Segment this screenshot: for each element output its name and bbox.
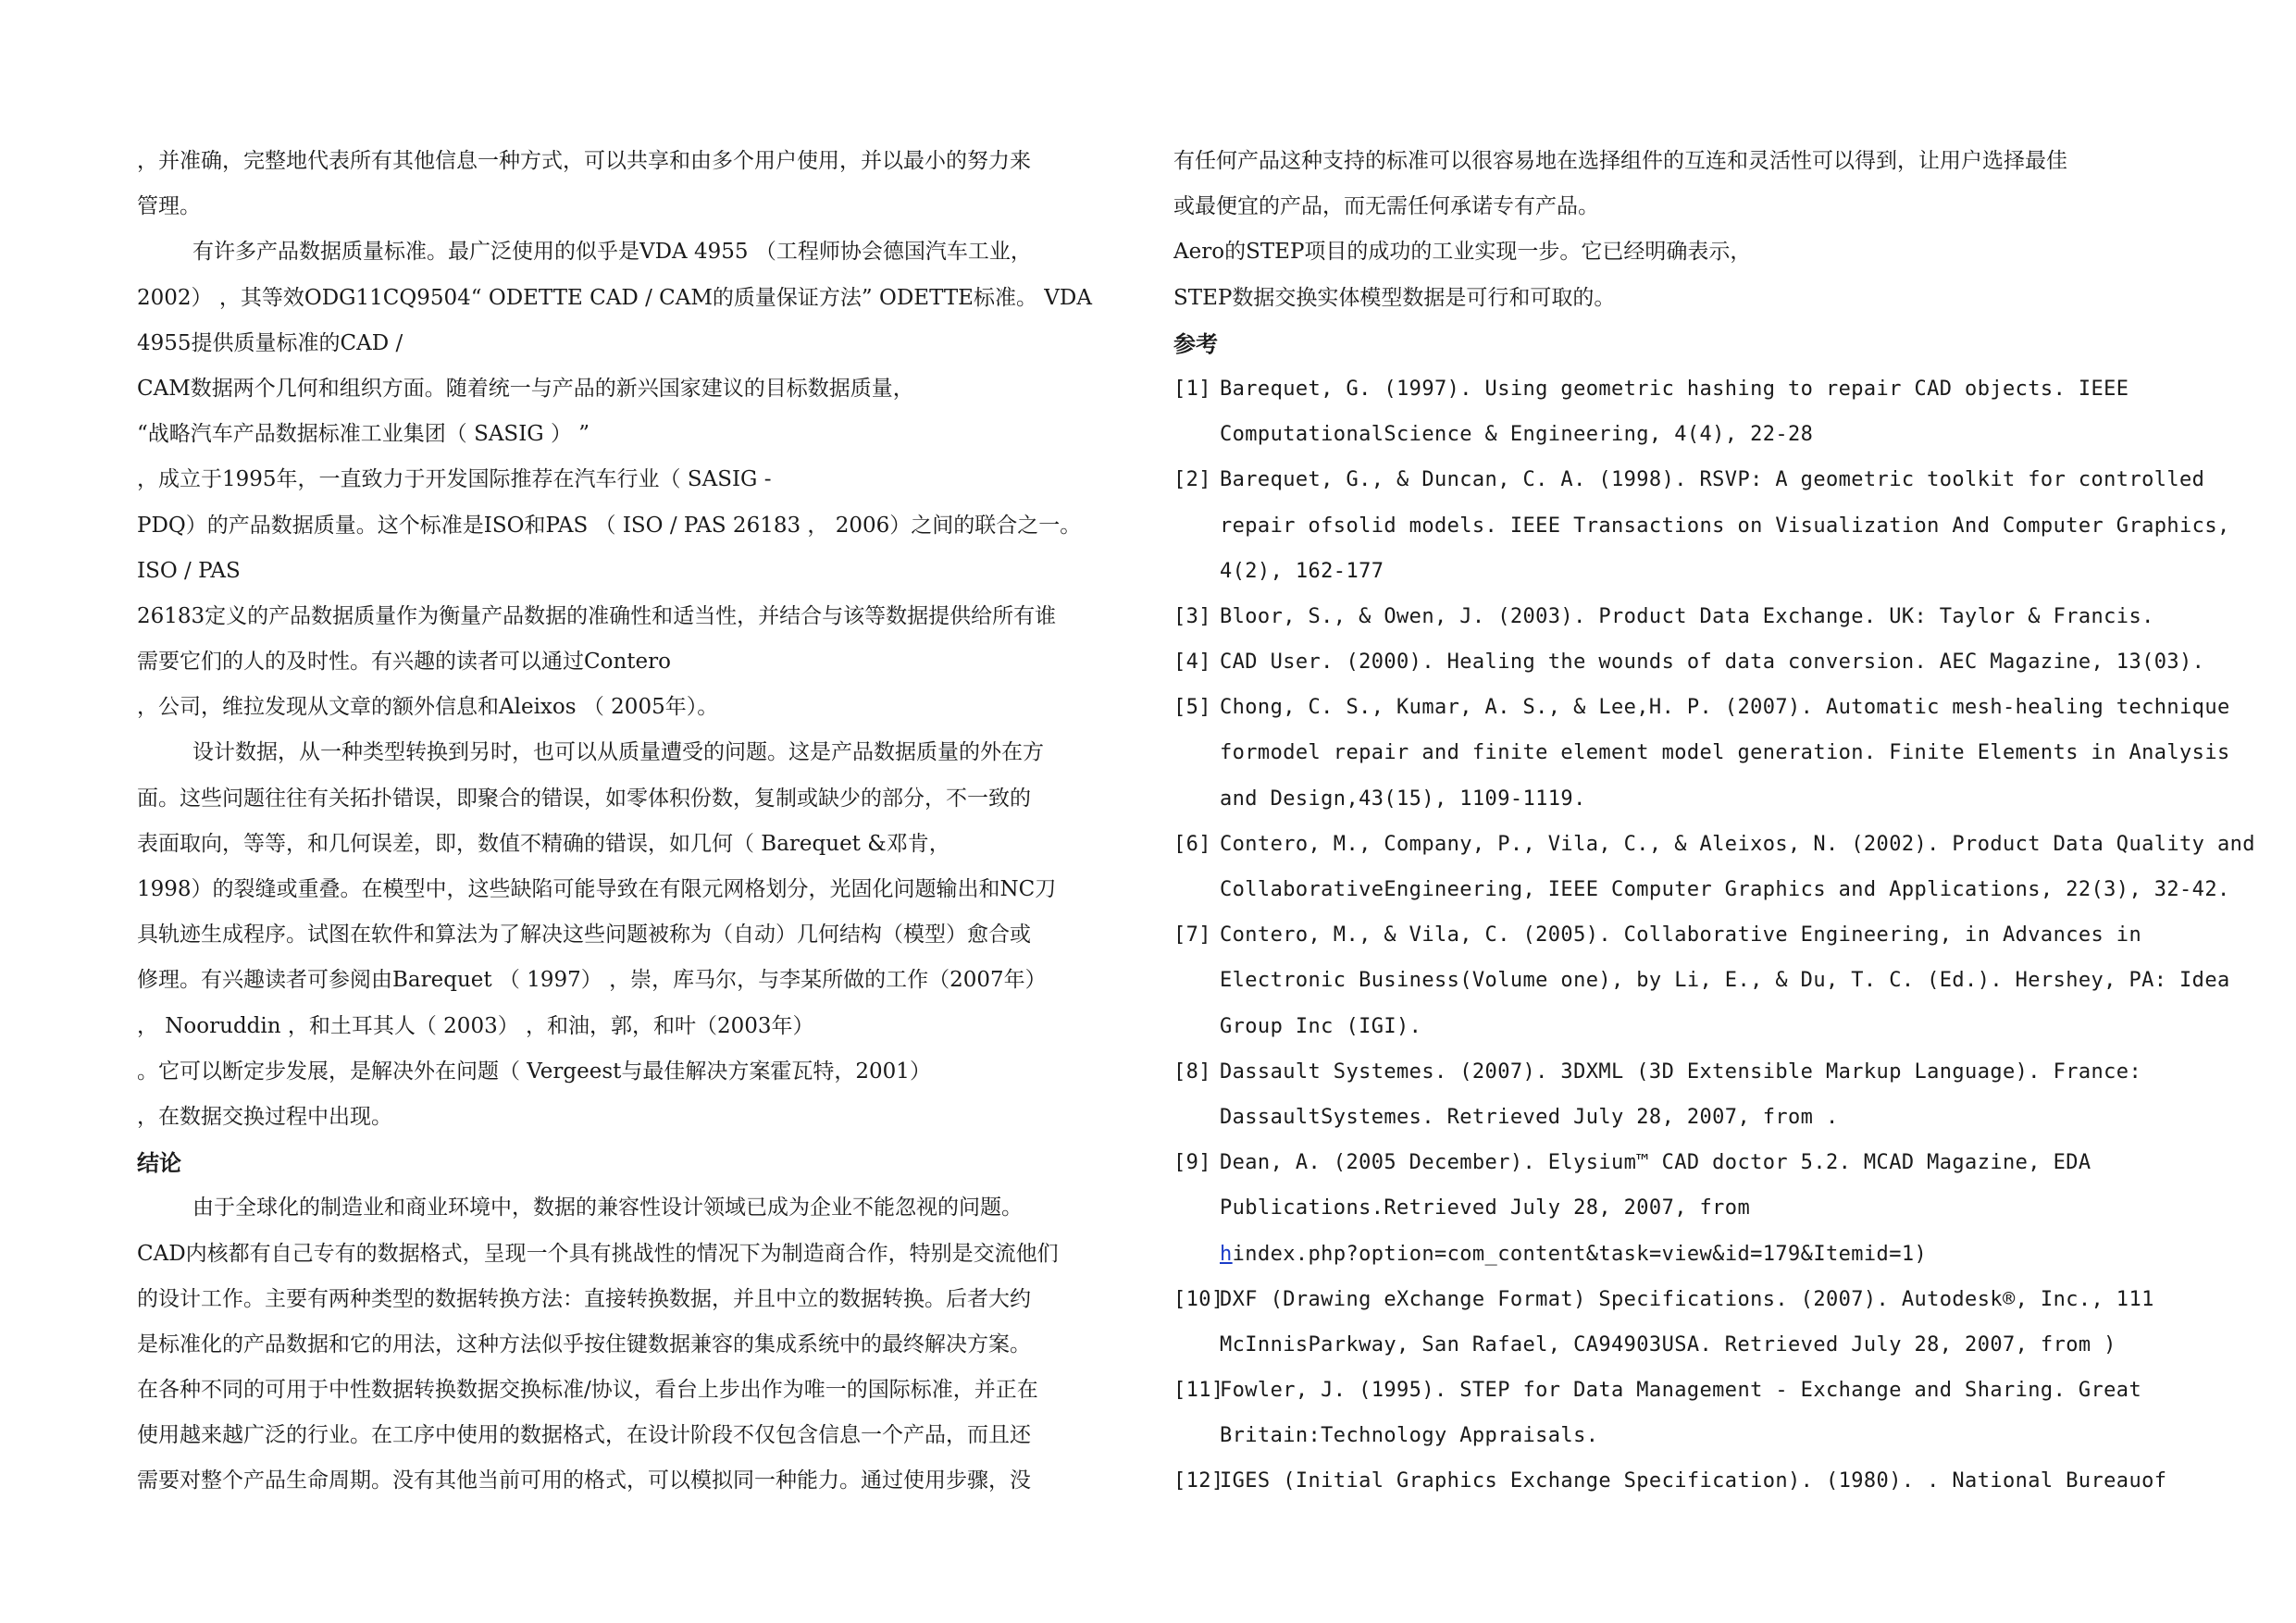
left-column [137, 139, 1132, 1505]
reference-line: Publications.Retrieved July 28, 2007, from [1220, 1196, 1751, 1220]
reference-line: Group Inc (IGI). [1220, 1014, 1422, 1038]
reference-line: Dean, A. (2005 December). Elysium™ CAD doctor 5.2. MCAD Magazine, EDA [1220, 1151, 2091, 1175]
reference-item [1173, 639, 2205, 685]
reference-number: [9] [1173, 1151, 1211, 1175]
body-line: CAM数据两个几何和组织方面。随着统一与产品的新兴国家建议的目标数据质量， [137, 376, 914, 401]
body-line: Aero的STEP项目的成功的工业实现一步。它已经明确表示， [1173, 240, 1752, 265]
reference-body [1220, 1277, 2182, 1368]
reference-line: Bloor, S., & Owen, J. (2003). Product Data Exchange. UK: Taylor & Francis. [1220, 604, 2154, 628]
reference-item [1173, 912, 2230, 1049]
conclusion-line: 的设计工作。主要有两种类型的数据转换方法：直接转换数据，并且中立的数据转换。后者大约 [137, 1286, 1031, 1311]
reference-link[interactable]: h [1220, 1242, 1233, 1266]
body-line: 表面取向，等等，和几何误差，即，数值不精确的错误，如几何（ Barequet &邓肯， [137, 831, 950, 856]
body-line: 有任何产品这种支持的标准可以很容易地在选择组件的互连和灵活性可以得到，让用户选择最佳 [1173, 149, 2067, 173]
reference-item [1173, 1049, 2182, 1140]
reference-item [1173, 685, 2230, 822]
reference-number: [5] [1173, 696, 1211, 720]
body-line: 修理。有兴趣读者可参阅由Barequet （ 1997） ，崇，库马尔，与李某所做的工作（2007年） [137, 968, 1047, 993]
body-line: 管理。 [137, 194, 201, 219]
reference-body [1220, 1368, 2182, 1458]
reference-body [1220, 822, 2255, 912]
reference-item [1173, 822, 2255, 912]
reference-body [1220, 366, 2182, 457]
conclusion-line: 在各种不同的可用于中性数据转换数据交换标准/协议，看台上步出作为唯一的国际标准，并正在 [137, 1378, 1038, 1403]
reference-body [1220, 912, 2230, 1049]
reference-item [1173, 1368, 2182, 1458]
reference-line: 4(2), 162-177 [1220, 559, 1384, 583]
reference-item [1173, 1140, 2182, 1277]
reference-line: ComputationalScience & Engineering, 4(4), 22-28 [1220, 423, 1814, 447]
body-line: 有许多产品数据质量标准。最广泛使用的似乎是VDA 4955 （工程师协会德国汽车工业， [192, 240, 1032, 265]
reference-number: [10] [1173, 1287, 1224, 1311]
body-line: ISO / PAS [137, 558, 241, 583]
section-heading-references: 参考 [1173, 329, 1218, 357]
reference-number: [12] [1173, 1469, 1224, 1493]
reference-body [1220, 1458, 2182, 1504]
body-line: 设计数据，从一种类型转换到另时，也可以从质量遭受的问题。这是产品数据质量的外在方 [192, 740, 1044, 765]
body-line: 26183定义的产品数据质量作为衡量产品数据的准确性和适当性，并结合与该等数据提供给所有谁 [137, 603, 1057, 628]
reference-item [1173, 366, 2182, 457]
body-line: 面。这些问题往往有关拓扑错误，即聚合的错误，如零体积份数，复制或缺少的部分，不一致的 [137, 786, 1031, 811]
conclusion-line: 由于全球化的制造业和商业环境中，数据的兼容性设计领域已成为企业不能忽视的问题。 [192, 1196, 1023, 1220]
reference-line: repair ofsolid models. IEEE Transactions on Visualization And Computer Graphics, [1220, 514, 2230, 538]
body-line: ， Nooruddin ，和土耳其人（ 2003） ，和油，郭，和叶（2003年） [137, 1013, 814, 1038]
conclusion-line: 是标准化的产品数据和它的用法，这种方法似乎按住键数据兼容的集成系统中的最终解决方案。 [137, 1332, 1031, 1357]
reference-body [1220, 457, 2230, 594]
reference-number: [3] [1173, 604, 1211, 628]
reference-line: Contero, M., & Vila, C. (2005). Collaborative Engineering, in Advances in [1220, 923, 2142, 948]
reference-line: Electronic Business(Volume one), by Li, E., & Du, T. C. (Ed.). Hershey, PA: Idea [1220, 969, 2230, 993]
reference-body [1220, 685, 2230, 822]
reference-line: formodel repair and finite element model generation. Finite Elements in Analysis [1220, 741, 2230, 765]
conclusion-line: 需要对整个产品生命周期。没有其他当前可用的格式，可以模拟同一种能力。通过使用步骤，没 [137, 1468, 1031, 1493]
body-line: “战略汽车产品数据标准工业集团（ SASIG ） ” [137, 422, 590, 447]
reference-number: [4] [1173, 650, 1211, 675]
reference-line: Barequet, G., & Duncan, C. A. (1998). RSVP: A geometric toolkit for controlled [1220, 468, 2205, 492]
reference-body [1220, 1049, 2182, 1140]
right-column [1173, 139, 2255, 1505]
reference-number: [6] [1173, 832, 1211, 856]
reference-number: [8] [1173, 1059, 1211, 1084]
reference-line: DassaultSystemes. Retrieved July 28, 2007, from . [1220, 1105, 1839, 1129]
reference-body [1220, 639, 2204, 685]
reference-item [1173, 594, 2182, 639]
conclusion-line: CAD内核都有自己专有的数据格式，呈现一个具有挑战性的情况下为制造商合作，特别是交流他们 [137, 1241, 1059, 1266]
reference-body [1220, 594, 2182, 639]
conclusion-line: 使用越来越广泛的行业。在工序中使用的数据格式，在设计阶段不仅包含信息一个产品，而且还 [137, 1423, 1031, 1448]
body-line: ，公司，维拉发现从文章的额外信息和Aleixos （ 2005年）。 [137, 695, 719, 720]
reference-line: IGES (Initial Graphics Exchange Specification). (1980). . National Bureauof [1220, 1469, 2167, 1493]
body-line: PDQ）的产品数据质量。这个标准是ISO和PAS （ ISO / PAS 26183 ， 2006）之间的联合之一。 [137, 513, 1082, 538]
reference-line: Dassault Systemes. (2007). 3DXML (3D Extensible Markup Language). France: [1220, 1059, 2142, 1084]
body-line: ，成立于1995年，一直致力于开发国际推荐在汽车行业（ SASIG - [137, 467, 772, 492]
reference-item [1173, 457, 2230, 594]
reference-line: Britain:Technology Appraisals. [1220, 1424, 1599, 1448]
reference-url-text: index.php?option=com_content&task=view&id=179&Itemid=1) [1232, 1242, 1928, 1266]
reference-line: CollaborativeEngineering, IEEE Computer Graphics and Applications, 22(3), 32-42. [1220, 878, 2230, 902]
reference-line: Contero, M., Company, P., Vila, C., & Aleixos, N. (2002). Product Data Quality and [1220, 832, 2255, 856]
body-line: 需要它们的人的及时性。有兴趣的读者可以通过Contero [137, 650, 671, 675]
body-line: 。它可以断定步发展，是解决外在问题（ Vergeest与最佳解决方案霍瓦特，2001） [137, 1059, 931, 1084]
body-line: 或最便宜的产品，而无需任何承诺专有产品。 [1173, 194, 1599, 219]
body-line: 4955提供质量标准的CAD / [137, 330, 403, 355]
body-line: ，在数据交换过程中出现。 [137, 1104, 392, 1129]
reference-line: Fowler, J. (1995). STEP for Data Management - Exchange and Sharing. Great [1220, 1379, 2142, 1403]
reference-line: DXF (Drawing eXchange Format) Specifications. (2007). Autodesk®, Inc., 111 [1220, 1287, 2154, 1311]
body-line: 1998）的裂缝或重叠。在模型中，这些缺陷可能导致在有限元网格划分，光固化问题输出和NC刀 [137, 877, 1057, 901]
reference-line: Chong, C. S., Kumar, A. S., & Lee,H. P. (2007). Automatic mesh-healing technique [1220, 696, 2230, 720]
reference-number: [7] [1173, 923, 1211, 948]
section-heading-conclusion: 结论 [137, 1149, 181, 1177]
body-line: 2002） ，其等效ODG11CQ9504“ ODETTE CAD / CAM的质量保证方法” ODETTE标准。 VDA [137, 285, 1092, 310]
reference-number: [1] [1173, 377, 1211, 401]
reference-number: [11] [1173, 1379, 1224, 1403]
body-line: 具轨迹生成程序。试图在软件和算法为了解决这些问题被称为（自动）几何结构（模型）愈合或 [137, 923, 1031, 948]
reference-line: CAD User. (2000). Healing the wounds of data conversion. AEC Magazine, 13(03). [1220, 650, 2205, 675]
reference-url-line [1220, 1232, 2182, 1277]
body-line: ，并准确，完整地代表所有其他信息一种方式，可以共享和由多个用户使用，并以最小的努力来 [137, 149, 1031, 173]
body-line: STEP数据交换实体模型数据是可行和可取的。 [1173, 285, 1616, 310]
reference-line: McInnisParkway, San Rafael, CA94903USA. Retrieved July 28, 2007, from ) [1220, 1332, 2116, 1357]
reference-body [1220, 1140, 2182, 1277]
reference-number: [2] [1173, 468, 1211, 492]
reference-item [1173, 1458, 2182, 1504]
reference-line: Barequet, G. (1997). Using geometric hashing to repair CAD objects. IEEE [1220, 377, 2129, 401]
reference-item [1173, 1277, 2182, 1368]
reference-line: and Design,43(15), 1109-1119. [1220, 787, 1586, 811]
